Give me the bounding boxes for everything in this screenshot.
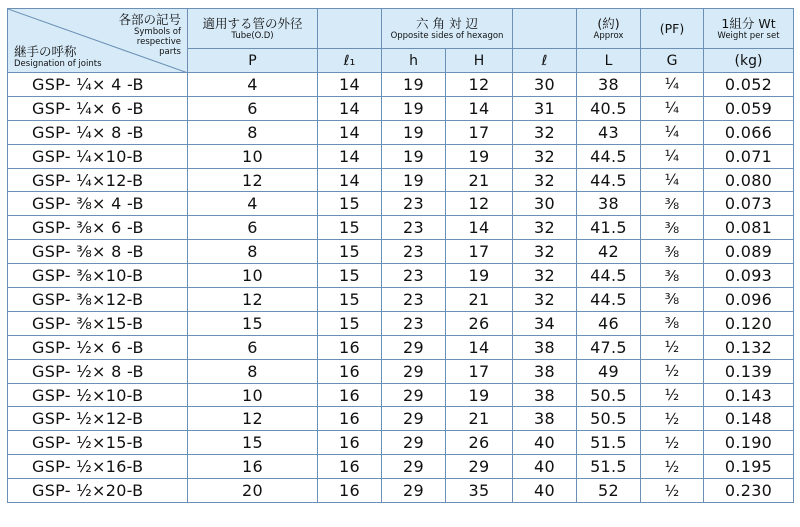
cell-P: 20 xyxy=(188,479,318,503)
cell-G: ½ xyxy=(641,335,704,359)
cell-h: 19 xyxy=(382,120,446,144)
cell-H: 26 xyxy=(446,431,513,455)
cell-H: 21 xyxy=(446,288,513,312)
cell-G: ½ xyxy=(641,431,704,455)
header-l1-top xyxy=(318,9,382,49)
symbols-en-2: respective xyxy=(136,37,181,47)
cell-G: ½ xyxy=(641,359,704,383)
joint-jp: 継手の呼称 xyxy=(14,44,77,59)
cell-l1: 16 xyxy=(318,359,382,383)
cell-G: ¼ xyxy=(641,168,704,192)
cell-P: 8 xyxy=(188,240,318,264)
cell-P: 12 xyxy=(188,407,318,431)
table-row xyxy=(8,455,794,479)
cell-h: 23 xyxy=(382,288,446,312)
cell-L: 38 xyxy=(577,192,641,216)
joint-designation: GSP- ¼×10-B xyxy=(8,144,188,168)
cell-l1: 16 xyxy=(318,407,382,431)
cell-L: 50.5 xyxy=(577,383,641,407)
header-approx xyxy=(577,9,641,49)
sym-G: G xyxy=(641,49,704,73)
joint-designation: GSP- ¼× 8 -B xyxy=(8,120,188,144)
table-row xyxy=(8,288,794,312)
cell-P: 12 xyxy=(188,168,318,192)
cell-l1: 15 xyxy=(318,311,382,335)
sym-H: H xyxy=(446,49,513,73)
cell-weight: 0.052 xyxy=(704,73,794,97)
cell-H: 19 xyxy=(446,144,513,168)
tube-jp: 適用する管の外径 xyxy=(202,15,303,31)
sym-P: P xyxy=(188,49,318,73)
table-row xyxy=(8,216,794,240)
cell-l: 32 xyxy=(513,216,577,240)
cell-l: 31 xyxy=(513,96,577,120)
joint-designation: GSP- ⅜× 8 -B xyxy=(8,240,188,264)
cell-H: 12 xyxy=(446,73,513,97)
symbols-jp: 各部の記号 xyxy=(118,12,181,27)
cell-H: 14 xyxy=(446,96,513,120)
cell-l: 40 xyxy=(513,455,577,479)
cell-l: 34 xyxy=(513,311,577,335)
table-row xyxy=(8,479,794,503)
cell-l1: 14 xyxy=(318,73,382,97)
symbols-en-1: Symbols of xyxy=(134,27,181,37)
cell-L: 44.5 xyxy=(577,168,641,192)
joint-designation: GSP- ¼× 6 -B xyxy=(8,96,188,120)
cell-H: 21 xyxy=(446,407,513,431)
cell-weight: 0.139 xyxy=(704,359,794,383)
cell-H: 12 xyxy=(446,192,513,216)
joint-designation: GSP- ½×16-B xyxy=(8,455,188,479)
table-row xyxy=(8,335,794,359)
table-row xyxy=(8,359,794,383)
table-row xyxy=(8,383,794,407)
cell-l1: 15 xyxy=(318,288,382,312)
cell-l: 32 xyxy=(513,264,577,288)
cell-G: ⅜ xyxy=(641,264,704,288)
cell-l: 38 xyxy=(513,335,577,359)
joint-designation: GSP- ⅜× 6 -B xyxy=(8,216,188,240)
joint-designation: GSP- ⅜× 4 -B xyxy=(8,192,188,216)
cell-l: 38 xyxy=(513,407,577,431)
table-row xyxy=(8,96,794,120)
cell-L: 44.5 xyxy=(577,144,641,168)
cell-weight: 0.096 xyxy=(704,288,794,312)
cell-P: 15 xyxy=(188,431,318,455)
table-row xyxy=(8,144,794,168)
cell-l1: 14 xyxy=(318,168,382,192)
cell-L: 41.5 xyxy=(577,216,641,240)
header-corner-cell xyxy=(8,9,188,73)
cell-L: 46 xyxy=(577,311,641,335)
cell-H: 17 xyxy=(446,359,513,383)
symbols-en-3: parts xyxy=(159,47,181,57)
cell-H: 35 xyxy=(446,479,513,503)
cell-G: ¼ xyxy=(641,96,704,120)
cell-H: 17 xyxy=(446,120,513,144)
cell-H: 19 xyxy=(446,264,513,288)
cell-h: 23 xyxy=(382,216,446,240)
cell-L: 52 xyxy=(577,479,641,503)
cell-G: ⅜ xyxy=(641,192,704,216)
cell-H: 29 xyxy=(446,455,513,479)
cell-l: 40 xyxy=(513,479,577,503)
cell-weight: 0.143 xyxy=(704,383,794,407)
hex-en: Opposite sides of hexagon xyxy=(390,30,504,41)
cell-l: 32 xyxy=(513,168,577,192)
cell-H: 14 xyxy=(446,216,513,240)
cell-H: 19 xyxy=(446,383,513,407)
header-weight xyxy=(704,9,794,49)
cell-l1: 16 xyxy=(318,431,382,455)
cell-l1: 16 xyxy=(318,455,382,479)
cell-P: 6 xyxy=(188,216,318,240)
joint-designation: GSP- ⅜×15-B xyxy=(8,311,188,335)
cell-h: 19 xyxy=(382,144,446,168)
pf-jp: (PF) xyxy=(659,20,685,36)
table-row xyxy=(8,431,794,455)
cell-l: 30 xyxy=(513,73,577,97)
table-row xyxy=(8,73,794,97)
cell-weight: 0.081 xyxy=(704,216,794,240)
cell-L: 51.5 xyxy=(577,455,641,479)
cell-H: 17 xyxy=(446,240,513,264)
cell-l1: 16 xyxy=(318,479,382,503)
cell-L: 47.5 xyxy=(577,335,641,359)
approx-jp: (約) xyxy=(597,15,620,31)
hex-jp: 六 角 対 辺 xyxy=(416,15,478,31)
cell-l1: 15 xyxy=(318,240,382,264)
joint-designation: GSP- ⅜×10-B xyxy=(8,264,188,288)
table-row xyxy=(8,120,794,144)
cell-P: 10 xyxy=(188,144,318,168)
joint-designation: GSP- ½×10-B xyxy=(8,383,188,407)
cell-weight: 0.132 xyxy=(704,335,794,359)
spec-table xyxy=(7,8,794,503)
cell-l: 32 xyxy=(513,288,577,312)
joint-designation: GSP- ½× 6 -B xyxy=(8,335,188,359)
cell-h: 19 xyxy=(382,96,446,120)
joint-designation: GSP- ¼× 4 -B xyxy=(8,73,188,97)
cell-weight: 0.195 xyxy=(704,455,794,479)
cell-L: 42 xyxy=(577,240,641,264)
cell-l1: 15 xyxy=(318,192,382,216)
cell-G: ¼ xyxy=(641,120,704,144)
cell-P: 12 xyxy=(188,288,318,312)
table-row xyxy=(8,407,794,431)
cell-P: 16 xyxy=(188,455,318,479)
cell-L: 38 xyxy=(577,73,641,97)
cell-h: 23 xyxy=(382,264,446,288)
cell-weight: 0.071 xyxy=(704,144,794,168)
cell-h: 29 xyxy=(382,359,446,383)
header-row-top xyxy=(8,9,794,49)
joint-designation: GSP- ½×20-B xyxy=(8,479,188,503)
cell-L: 44.5 xyxy=(577,264,641,288)
cell-l1: 15 xyxy=(318,216,382,240)
cell-h: 29 xyxy=(382,455,446,479)
cell-weight: 0.073 xyxy=(704,192,794,216)
cell-h: 19 xyxy=(382,73,446,97)
cell-H: 14 xyxy=(446,335,513,359)
cell-weight: 0.148 xyxy=(704,407,794,431)
joint-designation: GSP- ½×12-B xyxy=(8,407,188,431)
cell-l1: 14 xyxy=(318,120,382,144)
cell-weight: 0.066 xyxy=(704,120,794,144)
cell-l1: 15 xyxy=(318,264,382,288)
header-hex xyxy=(382,9,513,49)
joint-en: Designation of joints xyxy=(14,59,102,69)
cell-l1: 16 xyxy=(318,383,382,407)
sym-l1: ℓ₁ xyxy=(318,49,382,73)
cell-h: 19 xyxy=(382,168,446,192)
cell-G: ⅜ xyxy=(641,311,704,335)
joint-designation: GSP- ½×15-B xyxy=(8,431,188,455)
cell-l: 32 xyxy=(513,120,577,144)
cell-weight: 0.120 xyxy=(704,311,794,335)
sym-L: L xyxy=(577,49,641,73)
cell-L: 49 xyxy=(577,359,641,383)
joint-designation: GSP- ½× 8 -B xyxy=(8,359,188,383)
cell-P: 8 xyxy=(188,120,318,144)
cell-h: 29 xyxy=(382,431,446,455)
tube-en: Tube(O.D) xyxy=(231,30,274,41)
cell-l: 32 xyxy=(513,144,577,168)
cell-H: 21 xyxy=(446,168,513,192)
corner-joint-label xyxy=(14,45,102,69)
cell-P: 4 xyxy=(188,73,318,97)
sym-h: h xyxy=(382,49,446,73)
table-row xyxy=(8,311,794,335)
cell-G: ¼ xyxy=(641,144,704,168)
cell-H: 26 xyxy=(446,311,513,335)
cell-l1: 14 xyxy=(318,144,382,168)
cell-G: ⅜ xyxy=(641,288,704,312)
cell-l1: 16 xyxy=(318,335,382,359)
approx-en: Approx xyxy=(593,30,624,41)
cell-h: 29 xyxy=(382,335,446,359)
cell-G: ⅜ xyxy=(641,216,704,240)
header-tube xyxy=(188,9,318,49)
cell-G: ½ xyxy=(641,479,704,503)
joint-designation: GSP- ⅜×12-B xyxy=(8,288,188,312)
cell-P: 10 xyxy=(188,383,318,407)
sym-l: ℓ xyxy=(513,49,577,73)
cell-P: 8 xyxy=(188,359,318,383)
cell-h: 29 xyxy=(382,407,446,431)
joint-designation: GSP- ¼×12-B xyxy=(8,168,188,192)
cell-l: 38 xyxy=(513,359,577,383)
cell-weight: 0.093 xyxy=(704,264,794,288)
cell-weight: 0.089 xyxy=(704,240,794,264)
cell-P: 6 xyxy=(188,335,318,359)
cell-G: ½ xyxy=(641,407,704,431)
cell-L: 51.5 xyxy=(577,431,641,455)
cell-h: 29 xyxy=(382,479,446,503)
header-pf xyxy=(641,9,704,49)
cell-G: ½ xyxy=(641,383,704,407)
cell-l: 30 xyxy=(513,192,577,216)
corner-symbols-label xyxy=(118,13,181,57)
cell-weight: 0.059 xyxy=(704,96,794,120)
cell-l: 32 xyxy=(513,240,577,264)
cell-weight: 0.230 xyxy=(704,479,794,503)
cell-P: 6 xyxy=(188,96,318,120)
cell-G: ¼ xyxy=(641,73,704,97)
table-row xyxy=(8,192,794,216)
weight-en: Weight per set xyxy=(717,30,780,41)
cell-weight: 0.080 xyxy=(704,168,794,192)
sym-kg: (kg) xyxy=(704,49,794,73)
cell-G: ½ xyxy=(641,455,704,479)
cell-l: 38 xyxy=(513,383,577,407)
cell-l1: 14 xyxy=(318,96,382,120)
cell-weight: 0.190 xyxy=(704,431,794,455)
cell-G: ⅜ xyxy=(641,240,704,264)
table-row xyxy=(8,264,794,288)
cell-P: 15 xyxy=(188,311,318,335)
spec-table-body xyxy=(8,73,794,503)
cell-h: 23 xyxy=(382,192,446,216)
cell-L: 44.5 xyxy=(577,288,641,312)
cell-L: 50.5 xyxy=(577,407,641,431)
cell-L: 40.5 xyxy=(577,96,641,120)
weight-jp: 1組分 Wt xyxy=(721,15,776,31)
table-row xyxy=(8,240,794,264)
header-l-top xyxy=(513,9,577,49)
cell-l: 40 xyxy=(513,431,577,455)
table-row xyxy=(8,168,794,192)
cell-P: 4 xyxy=(188,192,318,216)
cell-h: 23 xyxy=(382,311,446,335)
cell-P: 10 xyxy=(188,264,318,288)
cell-L: 43 xyxy=(577,120,641,144)
cell-h: 29 xyxy=(382,383,446,407)
cell-h: 23 xyxy=(382,240,446,264)
